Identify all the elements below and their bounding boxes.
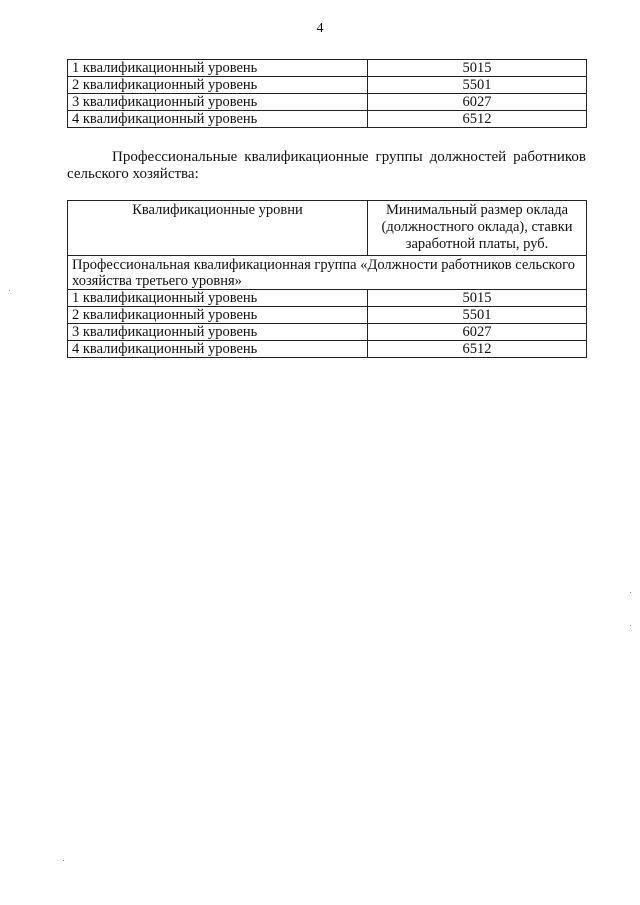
scan-speck [63, 860, 64, 861]
qualification-level-cell: 3 квалификационный уровень [68, 94, 368, 111]
section-intro-paragraph: Профессиональные квалификационные группы должностей работников сельского хозяйства: [67, 149, 586, 182]
salary-table-continued [67, 59, 587, 128]
qualification-level-cell: 2 квалификационный уровень [68, 307, 368, 324]
column-header-levels: Квалификационные уровни [68, 201, 368, 256]
table-row [68, 341, 587, 358]
table-row [68, 111, 587, 128]
table-row [68, 77, 587, 94]
qualification-level-cell: 4 квалификационный уровень [68, 111, 368, 128]
qualification-level-cell: 1 квалификационный уровень [68, 290, 368, 307]
table-row [68, 307, 587, 324]
salary-cell: 6512 [368, 111, 587, 128]
table-header-row [68, 201, 587, 256]
salary-table-agriculture [67, 200, 587, 358]
salary-cell: 6027 [368, 324, 587, 341]
qualification-level-cell: 3 квалификационный уровень [68, 324, 368, 341]
qualification-level-cell: 1 квалификационный уровень [68, 60, 368, 77]
scan-speck [630, 592, 631, 593]
page-number: 4 [316, 21, 324, 36]
scan-speck [630, 625, 631, 626]
column-header-salary: Минимальный размер оклада (должностного оклада), ставки заработной платы, руб. [368, 201, 587, 256]
group-title-row [68, 256, 587, 290]
salary-cell: 6512 [368, 341, 587, 358]
table-row [68, 94, 587, 111]
table-row [68, 290, 587, 307]
salary-cell: 5501 [368, 307, 587, 324]
qualification-level-cell: 4 квалификационный уровень [68, 341, 368, 358]
salary-cell: 6027 [368, 94, 587, 111]
qualification-level-cell: 2 квалификационный уровень [68, 77, 368, 94]
table-row [68, 60, 587, 77]
salary-cell: 5015 [368, 60, 587, 77]
table-row [68, 324, 587, 341]
salary-cell: 5501 [368, 77, 587, 94]
group-title-cell: Профессиональная квалификационная группа «Должности работников сельского хозяйства третьего уровня» [68, 256, 587, 290]
salary-cell: 5015 [368, 290, 587, 307]
scan-speck [9, 290, 10, 291]
